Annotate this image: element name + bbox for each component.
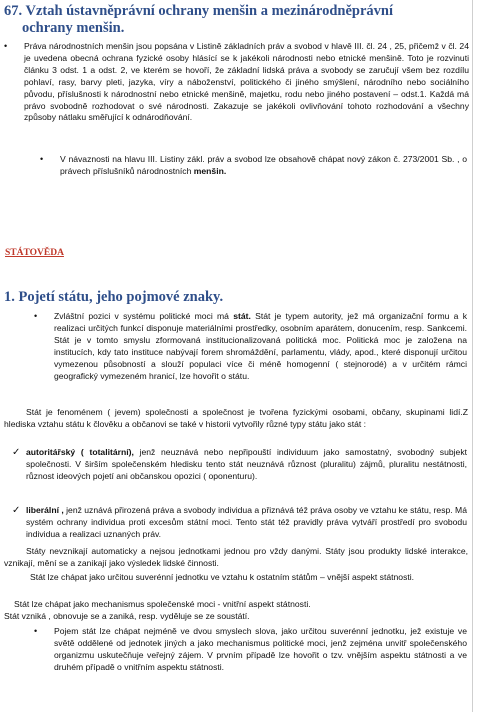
liberal-text: jenž uznává přirozená práva a svobody individua a přiznává též práva osoby ve vztahu ke státu, resp. Má systém ochrany individua proti excesům státní moci. Tento stát též pravidly práva vytváří prostředí pro svobodu individua a realizaci uznaných práv. bbox=[26, 505, 467, 539]
heading-67-line1: 67. Vztah ústavněprávní ochrany menšin a mezinárodněprávní bbox=[4, 3, 393, 19]
paragraph-law-273 bbox=[60, 154, 467, 178]
paragraph-minority-rights bbox=[24, 41, 469, 124]
paragraph-state-phenomenon-text: Stát je fenoménem ( jevem) společnosti a společnost je tvořena fyzickými osobami, občany, skupinami lidí.Z hlediska vztahu státu k člověku a občanovi se také v historii vytvořily různé typy státu jako stát : bbox=[4, 407, 468, 429]
paragraph-sovereign-unit: Stát lze chápat jako určitou suverénní jednotku ve vztahu k ostatním státům – vnější aspekt státnosti. bbox=[30, 572, 415, 582]
page-margin-line bbox=[472, 0, 473, 712]
heading-67 bbox=[4, 3, 464, 37]
heading-67-line2: ochrany menšin. bbox=[22, 20, 125, 36]
paragraph-state-position bbox=[54, 311, 467, 382]
checklist-item-authoritarian bbox=[26, 447, 467, 483]
paragraph-state-bold: stát. bbox=[233, 311, 251, 321]
paragraph-state-text-before: Zvláštní pozici v systému politické moci má bbox=[54, 311, 234, 321]
authoritarian-text: jenž neuznává nebo nepřipouští individuum jako samostatný, svobodný subjekt společnosti. V širším společenském hledisku tento stát neuznává různost (pluralitu) zájmů, pluralitu nestátnosti, různost ideových pojetí ani občanskou opozici ( oponenturu). bbox=[26, 447, 467, 481]
paragraph-state-concept: • Pojem stát lze chápat nejméně ve dvou smyslech slova, jako určitou suverénní jednotku, jež existuje ve světě oddělené od jednotek jiných a jako mechanismus politické moci, jenž zejména unvitř společenského organizmu uskutečňuje veřejný zájem. V prvním případě lze hovořit o tzv. vnějším aspektu státnosti a ve druhém případě o vnitřním aspektu státnosti. bbox=[54, 626, 467, 674]
heading-state-concept: 1. Pojetí státu, jeho pojmové znaky. bbox=[4, 289, 224, 305]
paragraph-states-not-given: Státy nevznikají automaticky a nejsou jednotkami jednou pro vždy danými. Státy jsou produkty lidské interakce, vznikají, mění se a zanikají jako výsledek lidské činnosti. bbox=[4, 546, 468, 568]
liberal-label: liberální , bbox=[26, 505, 64, 515]
paragraph-state-phenomenon bbox=[4, 407, 468, 431]
paragraph-power-mechanism: Stát lze chápat jako mechanismus společenské moci - vnitřní aspekt státnosti. bbox=[14, 599, 311, 609]
paragraph-law-273-text: V návaznosti na hlavu III. Listiny zákl. práv a svobod lze obsahově chápat nový zákon č. 273/2001 Sb. , o právech příslušníků národnostních bbox=[60, 154, 467, 176]
paragraph-law-273-bold: menšin. bbox=[193, 165, 227, 176]
paragraph-minority-rights-text: Práva národnostních menšin jsou popsána v Listině základních práv a svobod v hlavě III. čl. 24 , 25, přičemž v čl. 24 je uvedena obecná ochrana fyzické osoby hlásící se k jakékoli národnosti nebo etnické menšině. Toto je rozvinuti článku 3 odst. 1 a odst. 2, ve kterém se hovoří, že základní lidská práva a svobody se zaručují všem bez rozdílu pohlaví, rasy, barvy pleti, jazyka, víry a náboženství, politického či jiného smýšlení, národního nebo sociálního původu, příslušnosti k národnostní nebo etnické menšině, majetku, rodu nebo jiného postavení – odst.1. Každá má právo svobodně rozhodovat o své národnosti. Zakazuje se jakékoli ovlivňování tohoto rozhodování a všechny způsoby nátlaku směřující k odnárodňování. bbox=[24, 41, 469, 123]
authoritarian-label: autoritářský ( totalitární), bbox=[26, 447, 134, 457]
paragraph-state-text-after: Stát je typem autority, jež má organizační formu a k realizaci určitých funkcí disponuje materiálními prostředky, osobním aparátem, donucením, resp. Sankcemi. Stát je v tomto smyslu zformovaná institucionalizovaná politická moc. Politická moc je založena na institucích, kdy tato instituce nabývají forem shromáždění, parlamentu, vlády, apod., které disponují určitou vymezenou působností a slouží populaci více či méně homogenní ( stejnorodé) a v určitém rámci geografický vymezeném hranicí, lze hovořit o státu. bbox=[54, 311, 467, 381]
paragraph-state-arises: Stát vzniká , obnovuje se a zaniká, resp. vyděluje se ze soustátí. bbox=[4, 611, 250, 621]
checklist-item-liberal bbox=[26, 505, 467, 541]
section-title-statoveda: STÁTOVĚDA bbox=[5, 248, 64, 258]
